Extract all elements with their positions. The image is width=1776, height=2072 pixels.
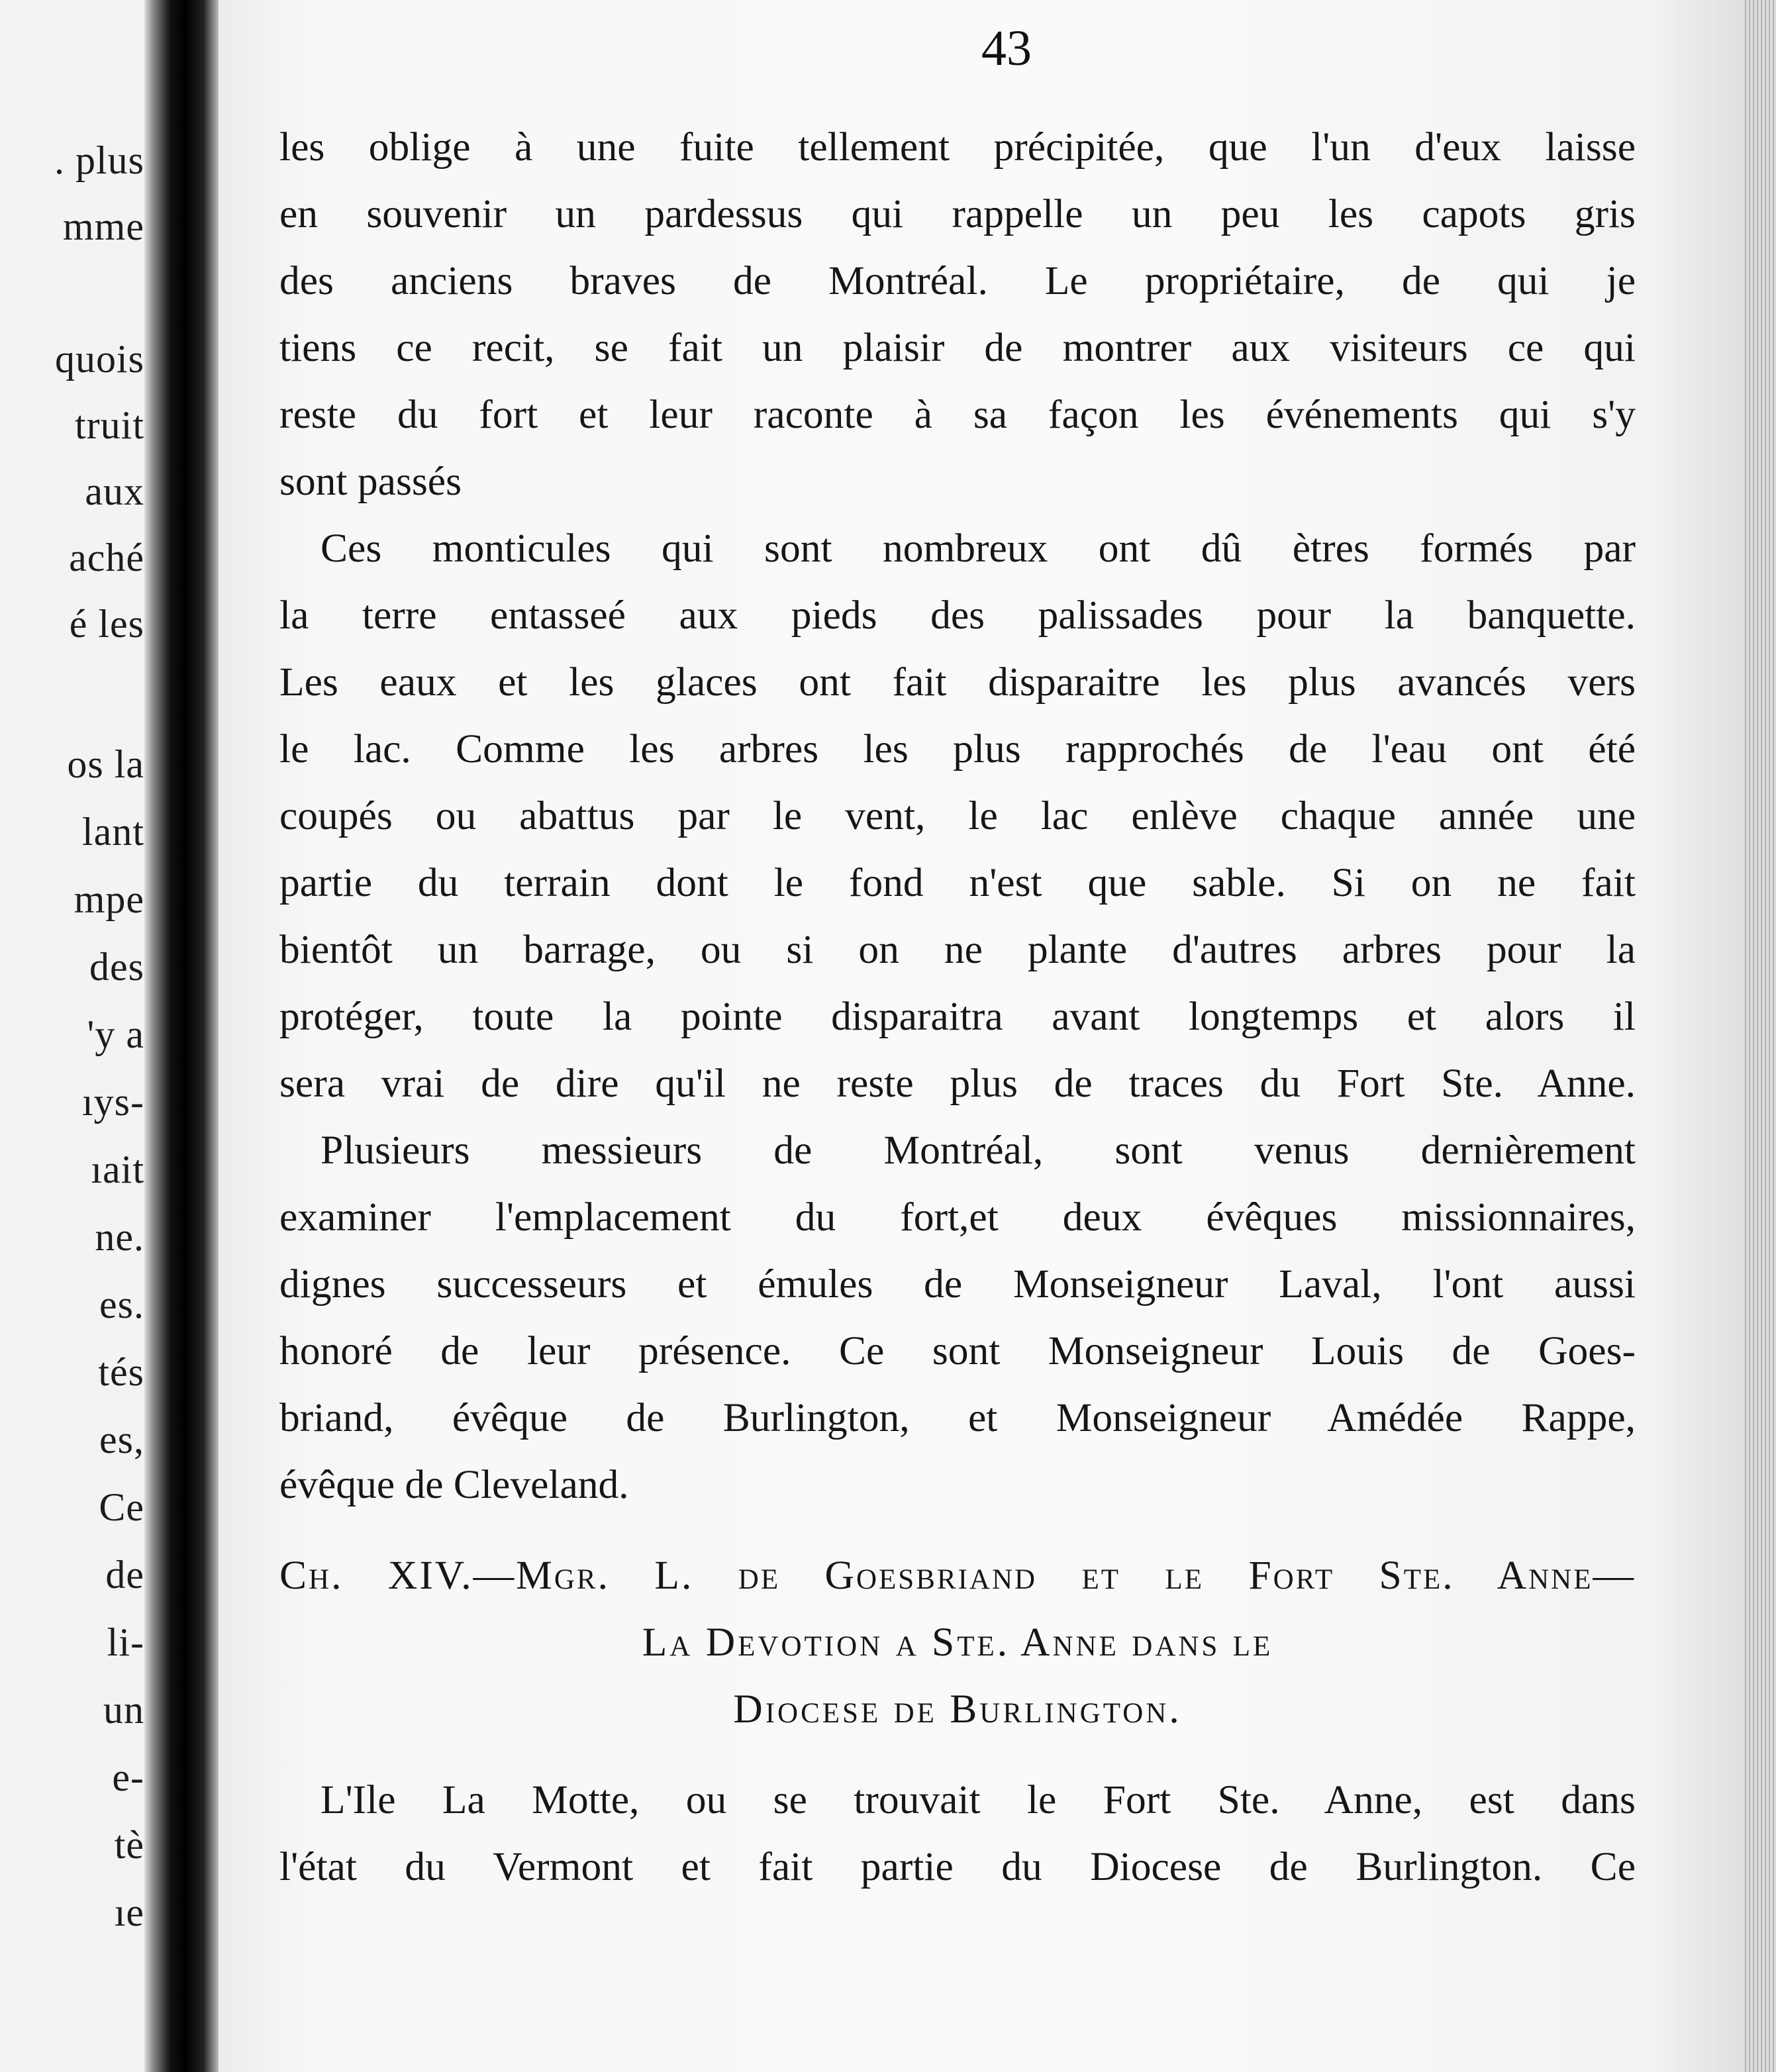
left-fragment: es, [99, 1418, 144, 1461]
text-line: des anciens braves de Montréal. Le propriétaire, de qui je [279, 258, 1636, 303]
text-line: dignes successeurs et émules de Monseigneur Laval, l'ont aussi [279, 1261, 1636, 1307]
text-line: reste du fort et leur raconte à sa façon les événements qui s'y [279, 392, 1636, 437]
left-fragment: ıys- [82, 1080, 144, 1124]
left-fragment: ıe [114, 1891, 144, 1934]
left-fragment: os la [67, 742, 144, 786]
left-fragment: é les [69, 602, 144, 646]
text-line: sera vrai de dire qu'il ne reste plus de traces du Fort Ste. Anne. [279, 1061, 1636, 1106]
chapter-heading-line: Ch. XIV.—Mgr. L. de Goesbriand et le Fort Ste. Anne— [279, 1553, 1636, 1598]
text-line: la terre entasseé aux pieds des palissades pour la banquette. [279, 593, 1636, 638]
text-line: bientôt un barrage, ou si on ne plante d'autres arbres pour la [279, 927, 1636, 972]
section-spacer [279, 1518, 1636, 1542]
chapter-heading-line: La Devotion a Ste. Anne dans le [642, 1620, 1273, 1665]
left-fragment: e- [112, 1755, 144, 1799]
text-line: sont passés [279, 459, 462, 504]
left-fragment: ne. [95, 1215, 144, 1259]
left-fragment: aux [85, 469, 144, 513]
text-line: L'Ile La Motte, ou se trouvait le Fort Ste. Anne, est dans [321, 1777, 1636, 1822]
book-gutter [144, 0, 219, 2072]
text-line: briand, évêque de Burlington, et Monseigneur Amédée Rappe, [279, 1395, 1636, 1440]
text-line: évêque de Cleveland. [279, 1462, 629, 1507]
text-line: protéger, toute la pointe disparaitra avant longtemps et alors il [279, 994, 1636, 1039]
left-fragment: Ce [99, 1485, 144, 1529]
text-line: Plusieurs messieurs de Montréal, sont venus dernièrement [321, 1128, 1636, 1173]
left-fragment: . plus [54, 138, 144, 182]
left-fragment: li- [107, 1620, 144, 1664]
left-fragment: un [103, 1688, 144, 1732]
text-line: les oblige à une fuite tellement précipitée, que l'un d'eux laisse [279, 124, 1636, 170]
text-line: le lac. Comme les arbres les plus rapprochés de l'eau ont été [279, 726, 1636, 771]
page-number: 43 [981, 21, 1032, 76]
left-fragment: mme [63, 205, 144, 248]
chapter-heading-line: Diocese de Burlington. [733, 1687, 1182, 1732]
left-fragment: 'y a [87, 1012, 144, 1056]
section-spacer [279, 1743, 1636, 1767]
text-line: examiner l'emplacement du fort,et deux évêques missionnaires, [279, 1195, 1636, 1240]
left-fragment: de [105, 1553, 144, 1597]
body-text [279, 114, 1636, 1900]
left-fragment: mpe [74, 877, 144, 921]
text-line: Les eaux et les glaces ont fait disparaitre les plus avancés vers [279, 660, 1636, 705]
text-line: coupés ou abattus par le vent, le lac enlève chaque année une [279, 793, 1636, 838]
text-line: honoré de leur présence. Ce sont Monseigneur Louis de Goes- [279, 1328, 1636, 1373]
left-fragment: es. [99, 1283, 144, 1326]
text-line: l'état du Vermont et fait partie du Diocese de Burlington. Ce [279, 1844, 1636, 1889]
text-line: en souvenir un pardessus qui rappelle un peu les capots gris [279, 191, 1636, 236]
text-line: partie du terrain dont le fond n'est que sable. Si on ne fait [279, 860, 1636, 905]
left-fragment: tés [98, 1350, 144, 1394]
right-page [219, 0, 1776, 2072]
text-line: Ces monticules qui sont nombreux ont dû ètres formés par [321, 526, 1636, 571]
left-fragment: des [89, 945, 144, 989]
page-edge [1743, 0, 1776, 2072]
left-fragment: ıait [91, 1148, 144, 1191]
left-fragment: quois [54, 337, 144, 381]
text-line: tiens ce recit, se fait un plaisir de montrer aux visiteurs ce qui [279, 325, 1636, 370]
left-page [0, 0, 144, 2072]
left-fragment: lant [82, 810, 144, 854]
left-fragment: truit [75, 403, 144, 447]
left-fragment: aché [69, 536, 144, 579]
left-fragment: tè [114, 1823, 144, 1867]
